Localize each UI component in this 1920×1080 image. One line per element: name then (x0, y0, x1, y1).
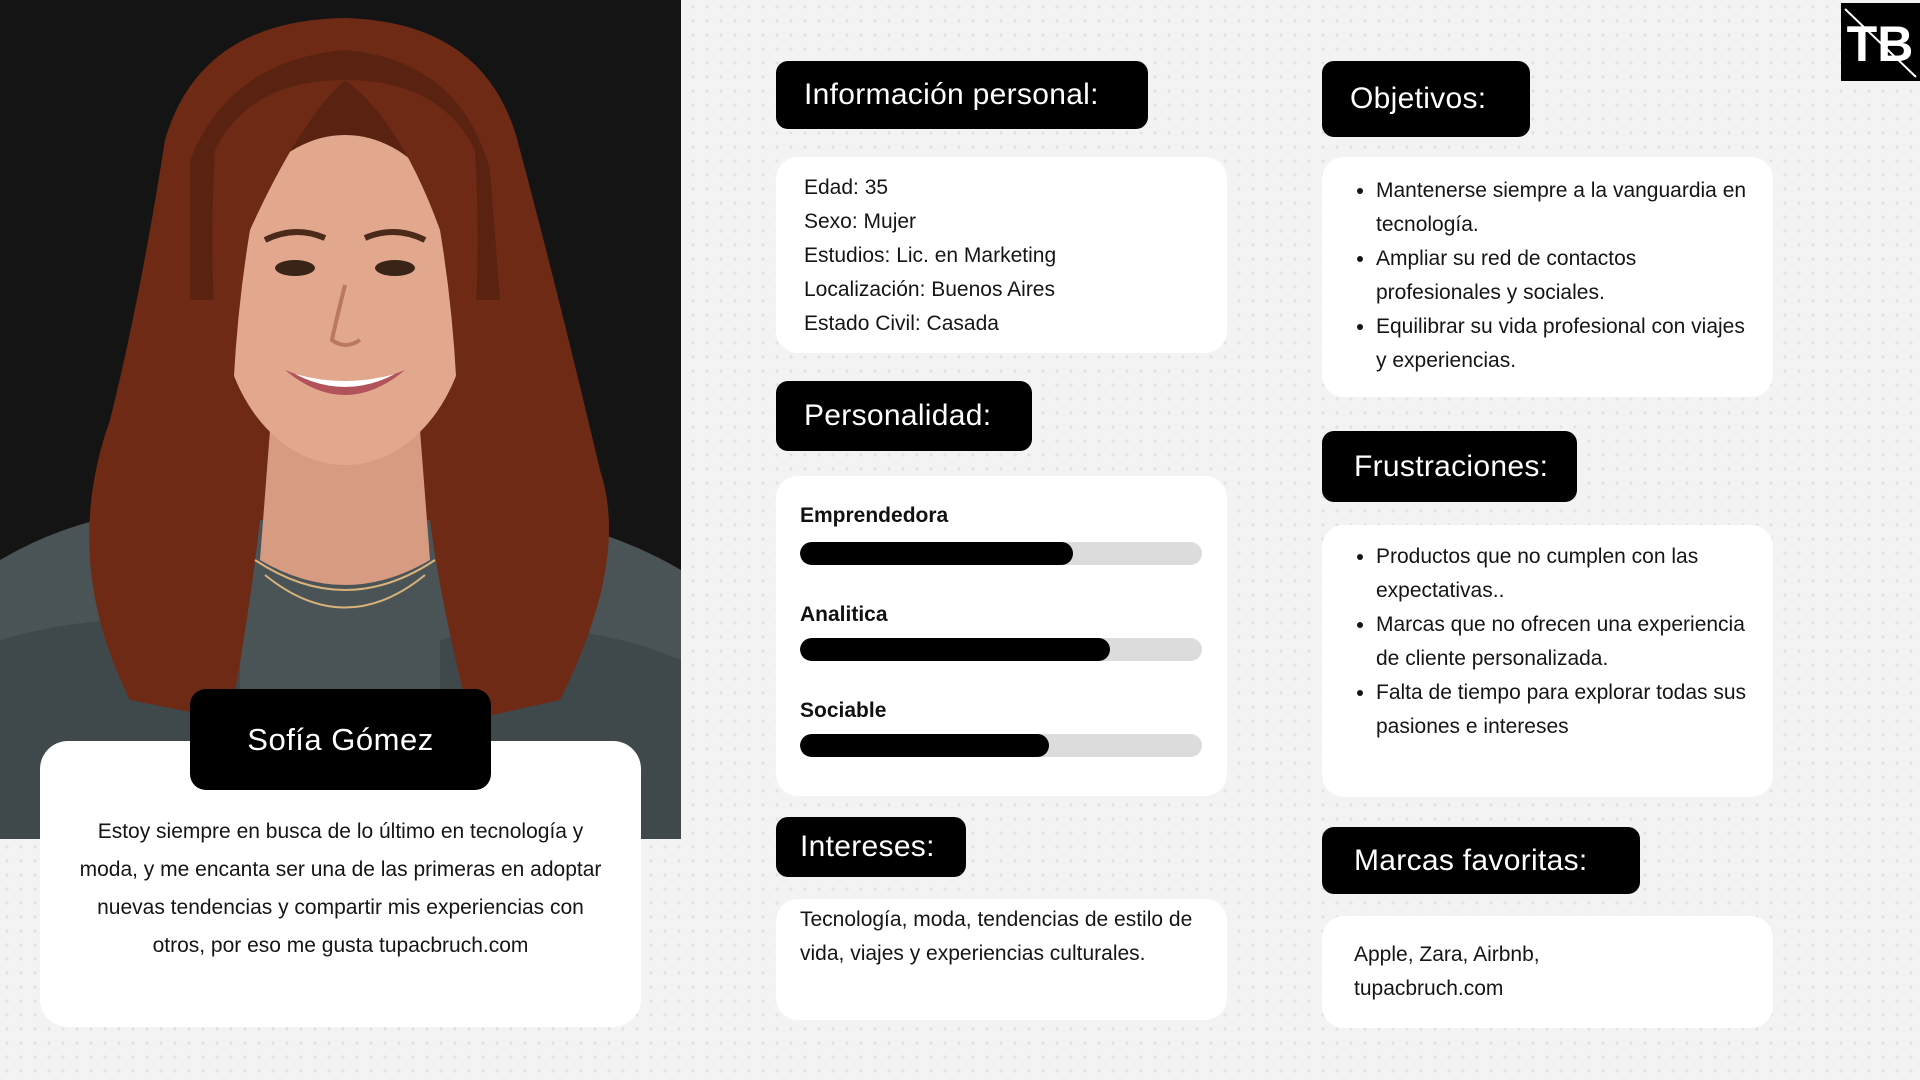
frustrations-header (1322, 431, 1577, 502)
goal-item: • Ampliar su red de contactos profesionales y sociales. (1376, 242, 1749, 310)
trait-bar-fill (800, 734, 1049, 757)
frustrations-card (1322, 525, 1773, 797)
trait-bar-fill (800, 638, 1110, 661)
brands-text: Apple, Zara, Airbnb, tupacbruch.com (1354, 943, 1540, 1000)
personal-info-list (804, 171, 1199, 341)
trait-analytical (800, 601, 1202, 629)
interests-title: Intereses: (800, 830, 935, 863)
personality-title: Personalidad: (804, 399, 992, 432)
trait-bar-track (800, 638, 1202, 661)
personality-card (776, 476, 1227, 796)
interests-text: Tecnología, moda, tendencias de estilo de vida, viajes y experiencias culturales. (800, 908, 1193, 965)
personal-info-title: Información personal: (804, 78, 1099, 111)
trait-bar-fill (800, 542, 1073, 565)
frustrations-title: Frustraciones: (1354, 449, 1549, 483)
goals-list (1322, 174, 1749, 378)
interests-header (776, 817, 966, 877)
personal-info-card (776, 157, 1227, 353)
trait-entrepreneurial (800, 502, 1202, 530)
info-sex: Sexo: Mujer (804, 210, 917, 233)
logo-text: TB (1846, 16, 1914, 72)
goals-title: Objetivos: (1350, 82, 1487, 115)
brands-header (1322, 827, 1640, 894)
frustration-item: • Productos que no cumplen con las expectativas.. (1376, 540, 1749, 608)
info-age: Edad: 35 (804, 176, 889, 199)
frustration-item: • Falta de tiempo para explorar todas sus pasiones e intereses (1376, 676, 1749, 744)
trait-label: Emprendedora (800, 504, 949, 527)
trait-bar-track (800, 542, 1202, 565)
info-education: Estudios: Lic. en Marketing (804, 244, 1057, 267)
goals-card (1322, 157, 1773, 397)
bio-text: Estoy siempre en busca de lo último en tecnología y moda, y me encanta ser una de las primeras en adoptar nuevas tendencias y compartir mis experiencias con otros, por eso me gusta tupacbruch.com (79, 820, 602, 957)
info-location: Localización: Buenos Aires (804, 278, 1055, 301)
frustration-item: • Marcas que no ofrecen una experiencia de cliente personalizada. (1376, 608, 1749, 676)
brand-logo (1841, 3, 1920, 81)
frustrations-list (1322, 540, 1749, 744)
personality-header (776, 381, 1032, 451)
personal-info-header (776, 61, 1148, 129)
persona-name: Sofía Gómez (190, 689, 491, 790)
trait-sociable (800, 697, 1202, 725)
brands-title: Marcas favoritas: (1354, 843, 1588, 877)
goal-item: • Equilibrar su vida profesional con viajes y experiencias. (1376, 310, 1749, 378)
goal-item: • Mantenerse siempre a la vanguardia en tecnología. (1376, 174, 1749, 242)
trait-label: Analitica (800, 603, 888, 626)
trait-bar-track (800, 734, 1202, 757)
interests-card (776, 899, 1227, 1020)
trait-label: Sociable (800, 699, 887, 722)
info-marital-status: Estado Civil: Casada (804, 312, 999, 335)
goals-header (1322, 61, 1530, 137)
brands-card (1322, 916, 1773, 1028)
